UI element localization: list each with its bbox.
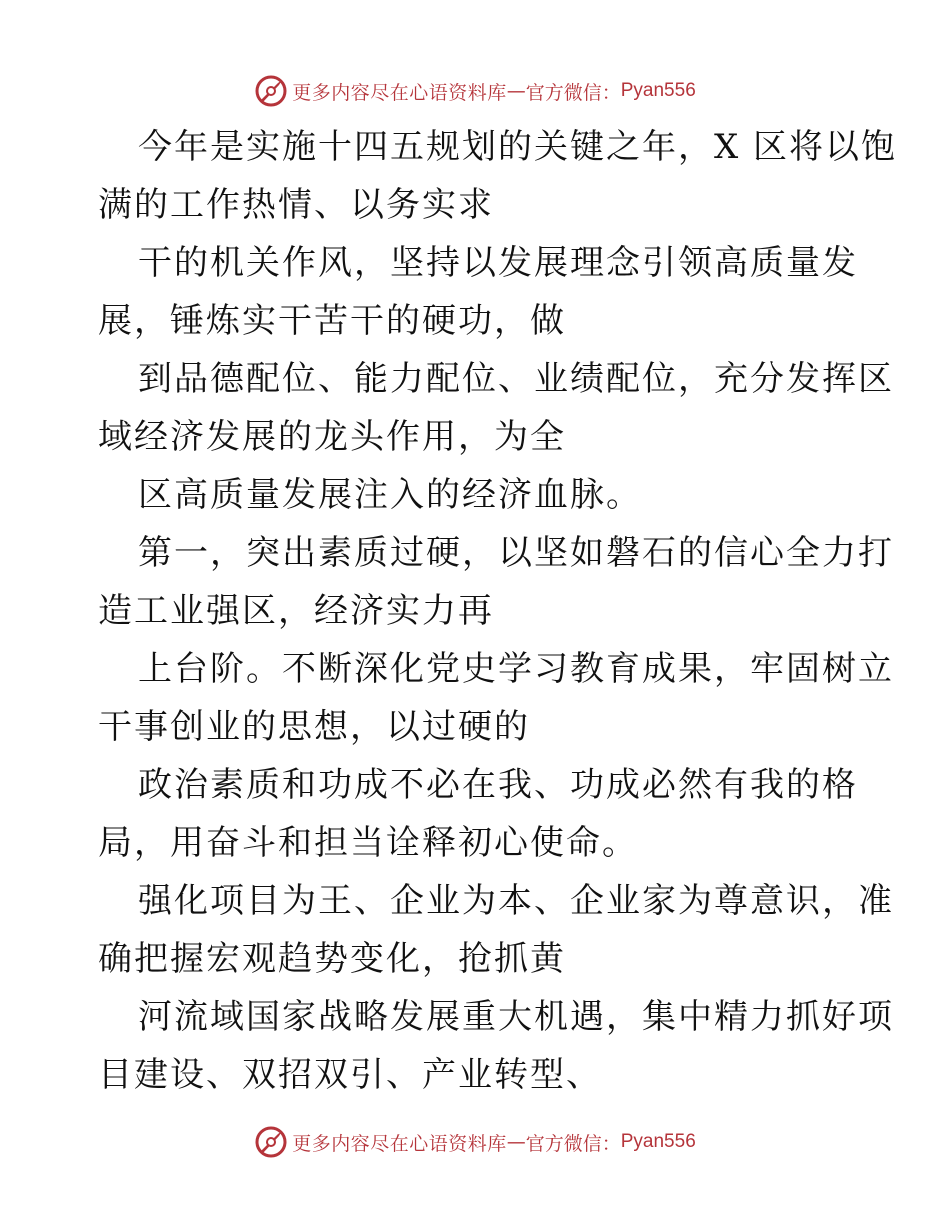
text-line: 政治素质和功成不必在我、功成必然有我的格	[138, 765, 858, 805]
paragraph	[98, 466, 868, 524]
text-line: 区高质量发展注入的经济血脉。	[138, 475, 642, 515]
paragraph	[98, 988, 894, 1104]
text-line: 上台阶。不断深化党史学习教育成果，牢固树立	[138, 649, 894, 689]
paragraph	[98, 640, 894, 756]
watermark-wechat-id: Pyan556	[620, 1131, 696, 1152]
text-line: 河流域国家战略发展重大机遇，集中精力抓好项	[138, 997, 894, 1037]
text-line: 造工业强区，经济实力再	[98, 591, 494, 631]
watermark-site-text: 更多内容尽在心语资料库	[292, 1132, 507, 1155]
watermark-site-text: 更多内容尽在心语资料库	[292, 81, 507, 104]
watermark-wechat-id: Pyan556	[620, 80, 696, 101]
text-line: 局，用奋斗和担当诠释初心使命。	[98, 823, 638, 863]
paragraph	[98, 350, 894, 466]
document-body	[98, 118, 898, 1104]
text-line: 干事创业的思想，以过硬的	[98, 707, 530, 747]
paragraph	[98, 872, 894, 988]
text-line: 域经济发展的龙头作用，为全	[98, 417, 566, 457]
paragraph	[98, 524, 894, 640]
text-line: 强化项目为王、企业为本、企业家为尊意识，准	[138, 881, 894, 921]
footer-watermark	[0, 1122, 950, 1162]
header-watermark	[0, 71, 950, 111]
text-line: 今年是实施十四五规划的关键之年，X 区将以饱	[138, 127, 898, 167]
watermark-separator: —	[506, 80, 526, 102]
watermark-official-text: 官方微信：	[525, 81, 621, 104]
text-line: 确把握宏观趋势变化，抢抓黄	[98, 939, 566, 979]
paragraph	[98, 756, 868, 872]
watermark-official-text: 官方微信：	[525, 1132, 621, 1155]
paragraph	[98, 118, 898, 234]
text-line: 到品德配位、能力配位、业绩配位，充分发挥区	[138, 359, 894, 399]
paragraph	[98, 234, 868, 350]
watermark-separator: —	[506, 1131, 526, 1153]
text-line: 第一，突出素质过硬，以坚如磐石的信心全力打	[138, 533, 894, 573]
text-line: 目建设、双招双引、产业转型、	[98, 1055, 602, 1095]
text-line: 展，锤炼实干苦干的硬功，做	[98, 301, 566, 341]
text-line: 满的工作热情、以务实求	[98, 185, 494, 225]
text-line: 干的机关作风，坚持以发展理念引领高质量发	[138, 243, 858, 283]
quill-logo-icon	[254, 74, 288, 108]
quill-logo-icon	[254, 1125, 288, 1159]
